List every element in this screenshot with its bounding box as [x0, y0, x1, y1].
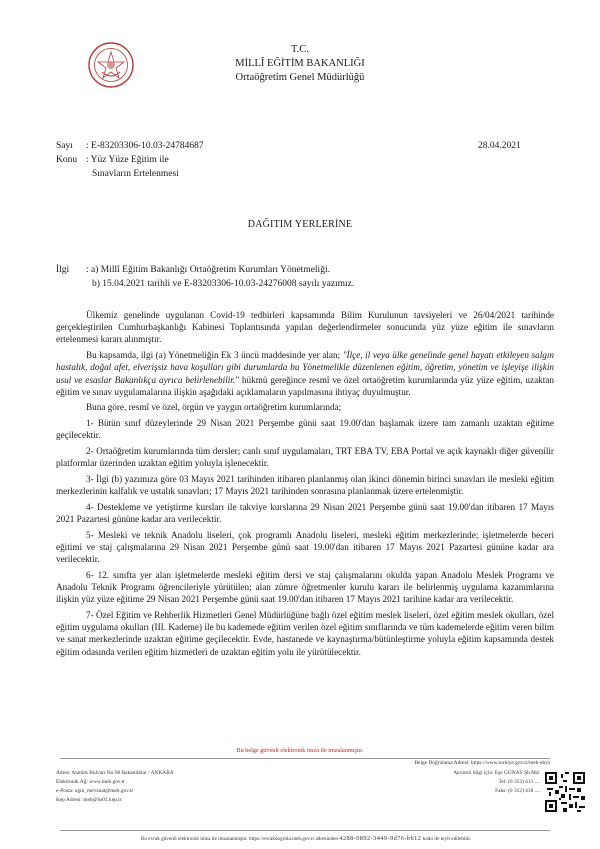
e-signature-note: Bu belge güvenli elektronik imza ile imzalanmıştır.: [236, 747, 364, 754]
footer-email: e-Posta: ogm_mevzuat@meb.gov.tr: [56, 788, 134, 794]
footer-tel: Tel: (0 312) 413 ....: [498, 779, 540, 785]
footer-web: Elektronik Ağ: www.meb.gov.tr: [56, 779, 125, 785]
footer-contact-person: Ayrıntılı bilgi için: Eşe GÜNAY Şb.Md.: [453, 770, 540, 776]
qr-code: [545, 772, 585, 812]
paragraph-2: [56, 349, 554, 398]
paragraph-2-intro: Bu kapsamda, ilgi (a) Yönetmeliğin Ek 3 üncü maddesinde yer alan;: [86, 350, 343, 361]
item-2: 2- Ortaöğretim kurumlarında tüm dersler; canlı sınıf uygulamaları, TRT EBA TV, EBA Portal ve açık kaynaklı diğer güvenilir platformlar üzerinden uzaktan eğitim yoluyla işlenecektir.: [56, 446, 554, 469]
sayi-label: Sayı: [56, 141, 73, 151]
konu-value-line1: : Yüz Yüze Eğitim ile: [86, 155, 169, 165]
konu-label: Konu: [56, 155, 78, 165]
paragraph-2-quote: "İlçe, il veya ülke genelinde genel hayatı etkileyen salgın hastalık, doğal afet, elverişsiz hava koşulları gibi durumlarda bu Yönetmelikle düzenlenen eğitim, öğretim, yönetim ve işleyişe ilişkin usul ve esaslar Bakanlıkça ayrıca belirlenebilir.": [56, 350, 555, 385]
footer-verify-address: Belge Doğrulama Adresi: https://www.turkiye.gov.tr/meb-ebys: [414, 760, 550, 766]
ilgi-b: b) 15.04.2021 tarihli ve E-83203306-10.03-24276008 sayılı yazımız.: [92, 279, 355, 289]
item-6: 6- 12. sınıfta yer alan işletmelerde mesleki eğitim dersi ve staj çalışmalarını okulda yapan Anadolu Meslek Programı ve Anadolu Teknik Programı öğrencileriyle yürütülen; alan zümre öğretmenler kurulu kararı ile belirlenmiş uygulama kazanımlarına ilişkin yüz yüze eğitime 29 Nisan 2021 Perşembe günü saat 19.00'dan itibaren 17 Mayıs 2021 tarihine kadar ara verilecektir.: [56, 569, 554, 605]
document-date: 28.04.2021: [478, 141, 521, 151]
verification-code: 4288-0892-3449-9d76-bb12: [339, 835, 422, 842]
distribution-title: DAĞITIM YERLERİNE: [247, 219, 353, 230]
paragraph-1: Ülkemiz genelinde uygulanan Covid-19 tedbirleri kapsamında Bilim Kurulunun tavsiyeleri ve 26/04/2021 tarihinde gerçekleştirilen Cumhurbaşkanlığı Kabinesi Toplantısında yapılan değerlendirmeler sonucunda yüz yüze eğitim ile sınavların ertelenmesi kararı alınmıştır.: [56, 310, 554, 345]
paragraph-2-rest: hükmü gereğince resmî ve özel ortaöğretim kurumlarında yüz yüze eğitim, uzaktan eğitim ve sınav uygulamalarına ilişkin aşağıdaki açıklamaların yapılmasına ihtiyaç duyulmuştur.: [56, 374, 554, 397]
letter-body: [56, 309, 554, 658]
verification-line: [56, 835, 556, 842]
item-3: 3- İlgi (b) yazımıza göre 03 Mayıs 2021 tarihinden itibaren planlanmış olan ikinci dönemin birinci sınavları ile mesleki eğitim merkezlerinin kalfalık ve ustalık sınavları; 17 Mayıs 2021 tarihinden sonrasına planlanmak üzere ertelenmiştir.: [56, 473, 554, 497]
footer-address: Adres: Atatürk Bulvarı No:98 Bakanlıklar / ANKARA: [56, 770, 174, 776]
sayi-value: : E-83203306-10.03-24784687: [86, 141, 204, 151]
ilgi-label: İlgi: [56, 265, 70, 275]
item-7: 7- Özel Eğitim ve Rehberlik Hizmetleri Genel Müdürlüğüne bağlı özel eğitim meslek liseleri, özel eğitim meslek okulları, özel eğitim uygulama okulları (III. Kademe) ile bu kademede eğitim verilen özel eğitim sınıflarında ve tüm kademelerde eğitim veren bilim ve sanat merkezlerinde uzaktan eğitime geçilecektir. Evde, hastanede ve kaynaştırma/bütünleştirme yoluyla eğitim kapsamında destek eğitim odasında verilen eğitim hizmetleri de uzaktan eğitim yolu ile yürütülecektir.: [56, 609, 554, 657]
item-1: 1- Bütün sınıf düzeylerinde 29 Nisan 2021 Perşembe günü saat 19.00'dan başlamak üzere tam zamanlı uzaktan eğitime geçilecektir.: [56, 418, 554, 441]
footer-kep: Kep Adresi: meb@hs01.kep.tr: [56, 797, 122, 803]
item-4: 4- Destekleme ve yetiştirme kursları ile takviye kurslarına 29 Nisan 2021 Perşembe günü saat 19.00'dan itibaren 17 Mayıs 2021 Pazartesi gününe kadar ara verilecektir.: [56, 501, 554, 525]
footer-fax: Faks: (0 312) 418 ....: [495, 788, 540, 794]
header-directorate: Ortaöğretim Genel Müdürlüğü: [235, 72, 365, 83]
verification-text-post: kodu ile teyit edilebilir.: [422, 836, 472, 842]
bottom-divider: [60, 830, 550, 831]
paragraph-3: Buna göre, resmî ve özel, örgün ve yaygın ortaöğretim kurumlarında;: [86, 402, 342, 413]
item-5: 5- Mesleki ve teknik Anadolu liseleri, çok programlı Anadolu liseleri, mesleki eğitim merkezlerinde; işletmelerde beceri eğitimi ve staj çalışmalarına 29 Nisan 2021 Perşembe günü saat 19.00'dan itibaren 17 Mayıs 2021 Pazartesi gününe kadar ara verilecektir.: [56, 529, 554, 565]
header-ministry: MİLLÎ EĞİTİM BAKANLIĞI: [235, 58, 365, 69]
konu-value-line2: Sınavların Ertelenmesi: [92, 169, 179, 179]
verification-text-pre: Bu evrak güvenli elektronik imza ile imzalanmıştır. https://evrakdogrula.meb.gov.tr adresinden: [140, 836, 338, 842]
ilgi-a: : a) Millî Eğitim Bakanlığı Ortaöğretim Kurumları Yönetmeliği.: [86, 265, 330, 275]
header-tc: T.C.: [291, 44, 309, 55]
